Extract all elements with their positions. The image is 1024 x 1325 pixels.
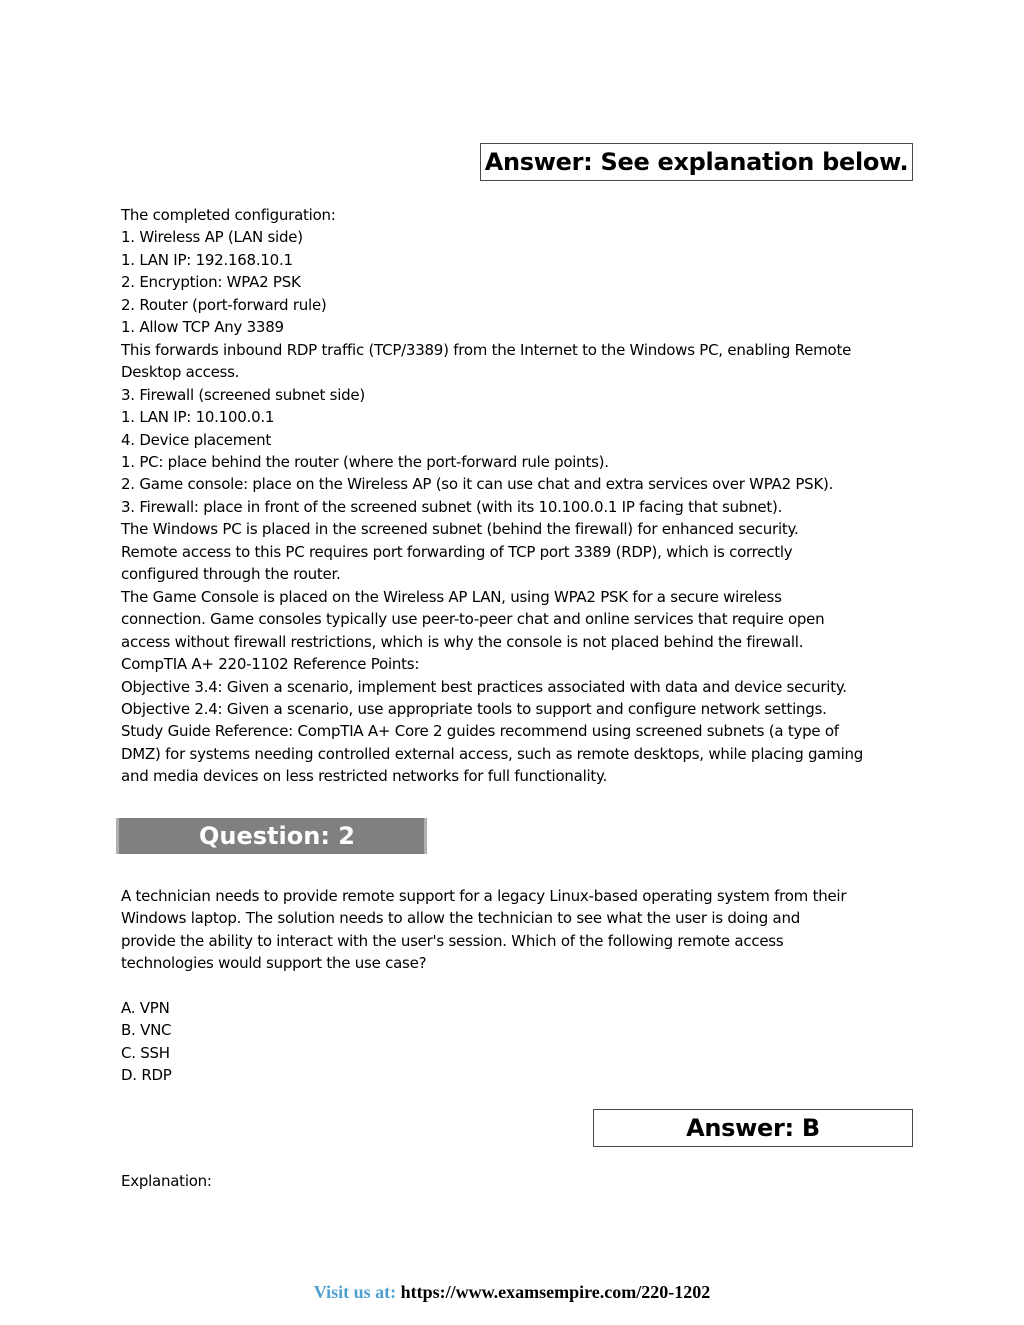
explanation-label (121, 1170, 901, 1192)
explanation-line: 2. Router (port-forward rule) (121, 295, 327, 314)
footer (0, 1282, 1024, 1303)
answer-option: B. VNC (121, 1021, 172, 1040)
explanation-line: This forwards inbound RDP traffic (TCP/3389) from the Internet to the Windows PC, enabling Remote (121, 340, 852, 359)
explanation-line: 4. Device placement (121, 430, 271, 449)
answer-label: Answer: See explanation below. (484, 148, 909, 176)
explanation-line: 3. Firewall: place in front of the screened subnet (with its 10.100.0.1 IP facing that subnet). (121, 497, 783, 516)
answer-box (593, 1109, 913, 1147)
explanation-text (121, 204, 901, 788)
explanation-line: connection. Game consoles typically use peer-to-peer chat and online services that require open (121, 610, 825, 629)
explanation-line: and media devices on less restricted networks for full functionality. (121, 767, 608, 786)
explanation-line: 2. Encryption: WPA2 PSK (121, 273, 301, 292)
explanation-line: 2. Game console: place on the Wireless AP (so it can use chat and extra services over WPA2 PSK). (121, 475, 834, 494)
explanation-line: 1. Allow TCP Any 3389 (121, 318, 284, 337)
explanation-line: Objective 2.4: Given a scenario, use appropriate tools to support and configure network settings. (121, 699, 827, 718)
explanation-line: 3. Firewall (screened subnet side) (121, 385, 365, 404)
question-text (121, 885, 901, 975)
explanation-line: Desktop access. (121, 363, 240, 382)
question-title: Question: 2 (199, 822, 355, 850)
explanation-heading: Explanation: (121, 1172, 212, 1190)
explanation-line: The Game Console is placed on the Wireless AP LAN, using WPA2 PSK for a secure wireless (121, 587, 782, 606)
question-line: provide the ability to interact with the user's session. Which of the following remote access (121, 931, 784, 950)
answer-option: D. RDP (121, 1066, 172, 1085)
explanation-line: 1. PC: place behind the router (where the port-forward rule points). (121, 452, 609, 471)
question-line: A technician needs to provide remote support for a legacy Linux-based operating system from their (121, 887, 847, 905)
answer-options (121, 997, 901, 1087)
explanation-line: 1. Wireless AP (LAN side) (121, 228, 303, 247)
explanation-line: DMZ) for systems needing controlled external access, such as remote desktops, while placing gaming (121, 744, 864, 763)
explanation-line: Remote access to this PC requires port forwarding of TCP port 3389 (RDP), which is correctly (121, 542, 793, 561)
answer-option: C. SSH (121, 1043, 170, 1062)
explanation-line: configured through the router. (121, 565, 341, 584)
explanation-line: The completed configuration: (121, 206, 336, 224)
explanation-line: CompTIA A+ 220-1102 Reference Points: (121, 655, 420, 674)
question-line: technologies would support the use case? (121, 954, 427, 973)
footer-url-link[interactable]: https://www.examsempire.com/220-1202 (400, 1282, 711, 1302)
explanation-line: 1. LAN IP: 192.168.10.1 (121, 250, 293, 269)
answer-label: Answer: B (686, 1114, 820, 1142)
explanation-line: The Windows PC is placed in the screened subnet (behind the firewall) for enhanced security. (121, 520, 799, 539)
answer-option: A. VPN (121, 999, 170, 1017)
answer-box (480, 143, 913, 181)
explanation-line: Objective 3.4: Given a scenario, implement best practices associated with data and device security. (121, 677, 847, 696)
explanation-line: Study Guide Reference: CompTIA A+ Core 2 guides recommend using screened subnets (a type of (121, 722, 839, 741)
footer-visit-label: Visit us at: (313, 1282, 397, 1302)
question-header (116, 818, 427, 854)
question-line: Windows laptop. The solution needs to allow the technician to see what the user is doing and (121, 909, 800, 928)
explanation-line: 1. LAN IP: 10.100.0.1 (121, 408, 275, 427)
explanation-line: access without firewall restrictions, which is why the console is not placed behind the firewall. (121, 632, 804, 651)
